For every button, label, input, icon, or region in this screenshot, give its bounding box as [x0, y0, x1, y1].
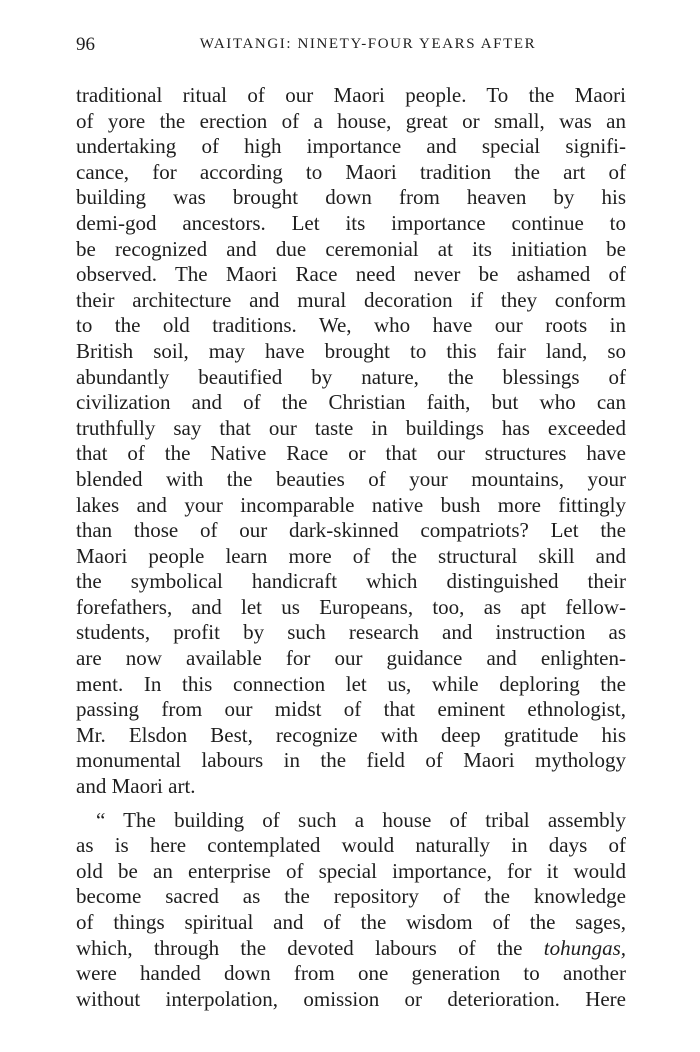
text-line: become sacred as the repository of the knowledge — [76, 884, 626, 909]
text-line: truthfully say that our taste in buildings has exceeded — [76, 415, 626, 440]
page-number: 96 — [76, 34, 95, 55]
text-line: of things spiritual and of the wisdom of the sages, — [76, 910, 626, 934]
text-line: forefathers, and let us Europeans, too, as apt fellow- — [76, 594, 626, 619]
text-line: Maori people learn more of the structural skill and — [76, 543, 626, 568]
text-line-with-italic — [76, 936, 626, 962]
text-line: ment. In this connection let us, while deploring the — [76, 671, 626, 696]
paragraph — [76, 808, 626, 1013]
text-line: undertaking of high importance and special signifi- — [76, 134, 626, 159]
text-line: the symbolical handicraft which distinguished their — [76, 569, 626, 594]
text-line: lakes and your incomparable native bush more fittingly — [76, 492, 626, 517]
text-line: without interpolation, omission or deterioration. Here — [76, 986, 626, 1011]
text-segment: which, through the devoted labours of the — [76, 935, 544, 960]
text-line: and Maori art. — [76, 774, 196, 799]
text-line: of yore the erection of a house, great or small, was an — [76, 108, 626, 133]
text-line: their architecture and mural decoration if they conform — [76, 287, 626, 312]
italic-term: tohungas, — [543, 935, 626, 960]
text-line: abundantly beautified by nature, the blessings of — [76, 364, 626, 389]
text-line: demi-god ancestors. Let its importance continue to — [76, 210, 626, 235]
text-line: British soil, may have brought to this fair land, so — [76, 338, 626, 363]
text-line: monumental labours in the field of Maori mythology — [76, 748, 626, 773]
text-line: than those of our dark-skinned compatriots? Let the — [76, 518, 626, 543]
text-line: traditional ritual of our Maori people. To the Maori — [76, 83, 626, 107]
text-line: to the old traditions. We, who have our roots in — [76, 313, 626, 338]
text-line: cance, for according to Maori tradition the art of — [76, 159, 626, 184]
text-line: old be an enterprise of special importance, for it would — [76, 858, 626, 883]
paragraph — [76, 83, 626, 800]
text-line: were handed down from one generation to another — [76, 961, 626, 986]
text-line: that of the Native Race or that our structures have — [76, 441, 626, 466]
text-line: students, profit by such research and instruction as — [76, 620, 626, 645]
text-line: blended with the beauties of your mountains, your — [76, 466, 626, 491]
body-text — [76, 83, 626, 1012]
text-line: be recognized and due ceremonial at its initiation be — [76, 236, 626, 261]
running-title: WAITANGI: NINETY-FOUR YEARS AFTER — [199, 36, 537, 52]
text-line: are now available for our guidance and enlighten- — [76, 646, 626, 671]
text-line: observed. The Maori Race need never be ashamed of — [76, 262, 626, 287]
text-line: building was brought down from heaven by his — [76, 185, 626, 210]
text-line: civilization and of the Christian faith, but who can — [76, 390, 626, 415]
text-line: “ The building of such a house of tribal assembly — [96, 807, 626, 832]
text-line: as is here contemplated would naturally in days of — [76, 833, 626, 858]
running-head — [76, 34, 626, 58]
text-line: Mr. Elsdon Best, recognize with deep gratitude his — [76, 722, 626, 747]
text-line: passing from our midst of that eminent ethnologist, — [76, 697, 626, 722]
